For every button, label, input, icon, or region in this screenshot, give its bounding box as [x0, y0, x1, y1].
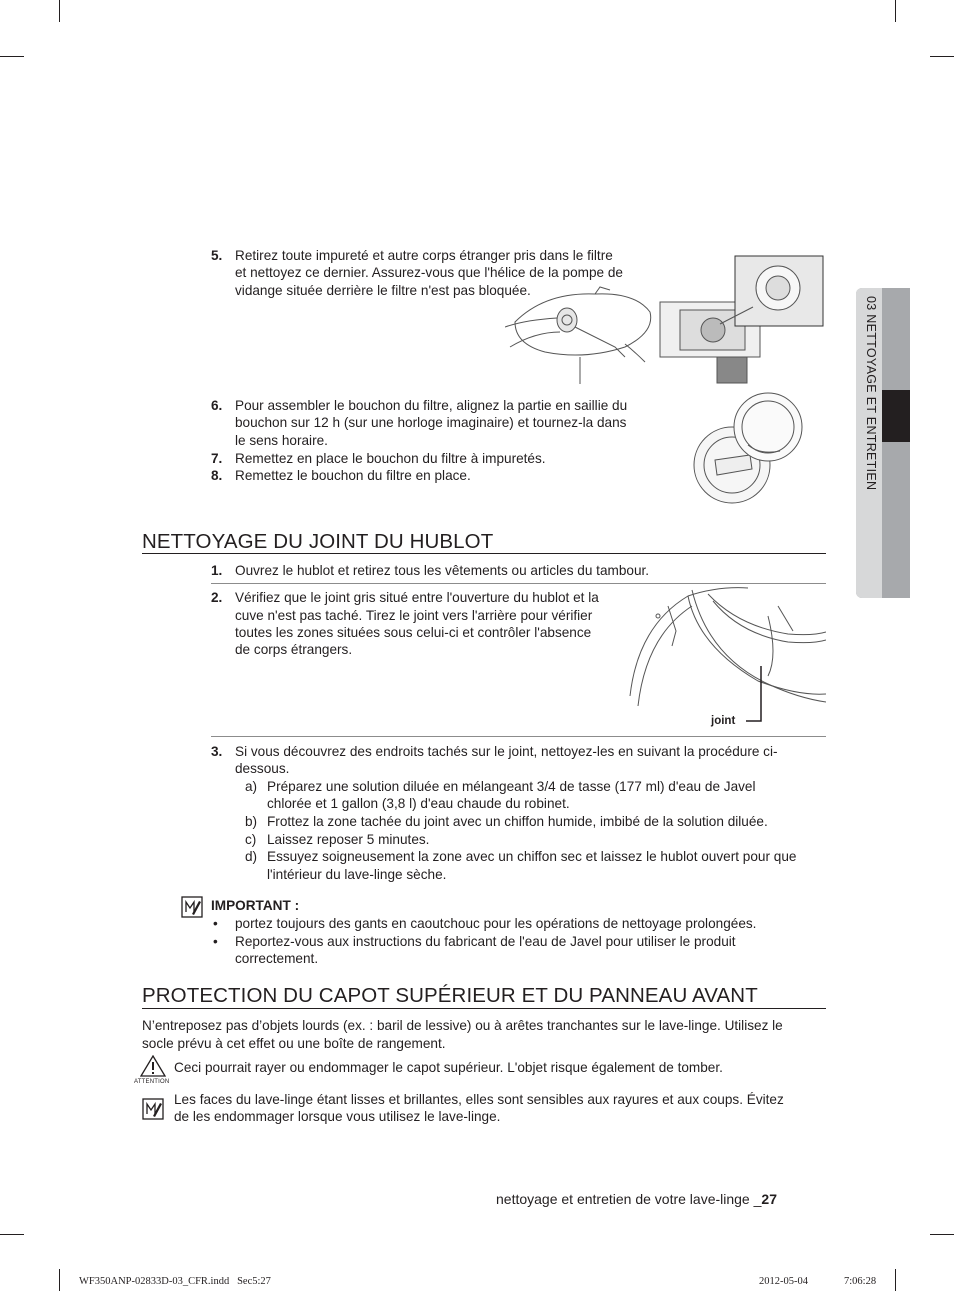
step-6-line: Pour assembler le bouchon du filtre, alignez la partie en saillie du: [235, 398, 628, 413]
substep-letter: b): [245, 814, 258, 829]
joint-step-3-line: Si vous découvrez des endroits tachés sur le joint, nettoyez-les en suivant la procédure ci-: [235, 744, 778, 759]
step-6-line: le sens horaire.: [235, 433, 328, 448]
substep-letter: d): [245, 849, 258, 864]
protection-note-line: Les faces du lave-linge étant lisses et brillantes, elles sont sensibles aux rayures et aux coups. Évitez: [174, 1092, 784, 1107]
substep-line: l'intérieur du lave-linge sèche.: [267, 867, 447, 882]
step-7-line: Remettez en place le bouchon du filtre à impuretés.: [235, 451, 546, 466]
step-8-line: Remettez le bouchon du filtre en place.: [235, 468, 471, 483]
protection-intro-line: N’entreposez pas d’objets lourds (ex. : baril de lessive) ou à arêtes tranchantes sur le lave-linge. Utilisez le: [142, 1018, 783, 1033]
section-rule: [142, 1008, 826, 1009]
protection-intro-line: socle prévu à cet effet ou une boîte de rangement.: [142, 1036, 446, 1051]
page-number: 27: [761, 1191, 777, 1207]
crop-mark: [0, 56, 24, 57]
side-tab-marker: [882, 390, 910, 442]
section-title-protection: PROTECTION DU CAPOT SUPÉRIEUR ET DU PANNEAU AVANT: [142, 984, 758, 1007]
filter-cap-illustration: [690, 385, 810, 507]
attention-label: ATTENTION: [134, 1079, 170, 1085]
substep-line: Laissez reposer 5 minutes.: [267, 832, 430, 847]
crop-mark: [930, 1234, 954, 1235]
step-6-line: bouchon sur 12 h (sur une horloge imaginaire) et tournez-la dans: [235, 415, 627, 430]
crop-mark: [930, 56, 954, 57]
joint-step-2-line: de corps étrangers.: [235, 642, 353, 657]
bullet: •: [213, 934, 218, 949]
substep-letter: a): [245, 779, 258, 794]
note-icon: [181, 896, 203, 918]
joint-step-2-line: toutes les zones situées sous celui-ci et contrôler l'absence: [235, 625, 592, 640]
step-5-line: Retirez toute impureté et autre corps étranger pris dans le filtre: [235, 248, 613, 263]
slug-time: 7:06:28: [844, 1276, 877, 1287]
step-number: 5.: [211, 248, 223, 263]
crop-mark: [59, 1269, 60, 1291]
joint-label: joint: [711, 715, 736, 727]
important-bullet-line: Reportez-vous aux instructions du fabricant de l'eau de Javel pour utiliser le produit: [235, 934, 736, 949]
important-bullet-line: correctement.: [235, 951, 319, 966]
warning-icon: [140, 1055, 166, 1077]
joint-step-2-line: Vérifiez que le joint gris situé entre l'ouverture du hublot et la: [235, 590, 599, 605]
step-number: 7.: [211, 451, 223, 466]
step-number: 2.: [211, 590, 223, 605]
step-divider: [211, 736, 826, 737]
filter-cleaning-illustration: [505, 252, 825, 387]
side-tab-label: 03 NETTOYAGE ET ENTRETIEN: [864, 296, 878, 491]
substep-line: Préparez une solution diluée en mélangeant 3/4 de tasse (177 ml) d'eau de Javel: [267, 779, 756, 794]
step-number: 1.: [211, 563, 223, 578]
crop-mark: [895, 0, 896, 22]
crop-mark: [0, 1234, 24, 1235]
joint-step-2-line: cuve n'est pas taché. Tirez le joint vers l'arrière pour vérifier: [235, 608, 593, 623]
substep-line: Essuyez soigneusement la zone avec un chiffon sec et laissez le hublot ouvert pour que: [267, 849, 797, 864]
step-divider: [211, 583, 826, 584]
door-gasket-illustration: [628, 586, 826, 736]
important-title: IMPORTANT :: [211, 898, 300, 913]
step-5-line: vidange située derrière le filtre n'est pas bloquée.: [235, 283, 531, 298]
note-icon: [142, 1098, 164, 1120]
step-number: 8.: [211, 468, 223, 483]
step-number: 3.: [211, 744, 223, 759]
attention-text: Ceci pourrait rayer ou endommager le capot supérieur. L'objet risque également de tomber.: [174, 1060, 723, 1075]
substep-letter: c): [245, 832, 257, 847]
protection-note-line: de les endommager lorsque vous utilisez le lave-linge.: [174, 1109, 501, 1124]
slug-file: WF350ANP-02833D-03_CFR.indd Sec5:27: [79, 1276, 271, 1287]
crop-mark: [59, 0, 60, 22]
joint-step-3-line: dessous.: [235, 761, 290, 776]
step-number: 6.: [211, 398, 223, 413]
substep-line: Frottez la zone tachée du joint avec un chiffon humide, imbibé de la solution diluée.: [267, 814, 768, 829]
substep-line: chlorée et 1 gallon (3,8 l) d'eau chaude du robinet.: [267, 796, 570, 811]
crop-mark: [895, 1269, 896, 1291]
section-title-joint: NETTOYAGE DU JOINT DU HUBLOT: [142, 530, 494, 553]
footer: [496, 1191, 777, 1207]
joint-step-1-text: Ouvrez le hublot et retirez tous les vêtements ou articles du tambour.: [235, 563, 650, 578]
footer-text: nettoyage et entretien de votre lave-linge _: [496, 1191, 762, 1207]
important-bullet-line: portez toujours des gants en caoutchouc pour les opérations de nettoyage prolongées.: [235, 916, 757, 931]
section-rule: [142, 553, 826, 554]
slug-date: 2012-05-04: [759, 1276, 808, 1287]
step-5-line: et nettoyez ce dernier. Assurez-vous que l'hélice de la pompe de: [235, 265, 623, 280]
bullet: •: [213, 916, 218, 931]
